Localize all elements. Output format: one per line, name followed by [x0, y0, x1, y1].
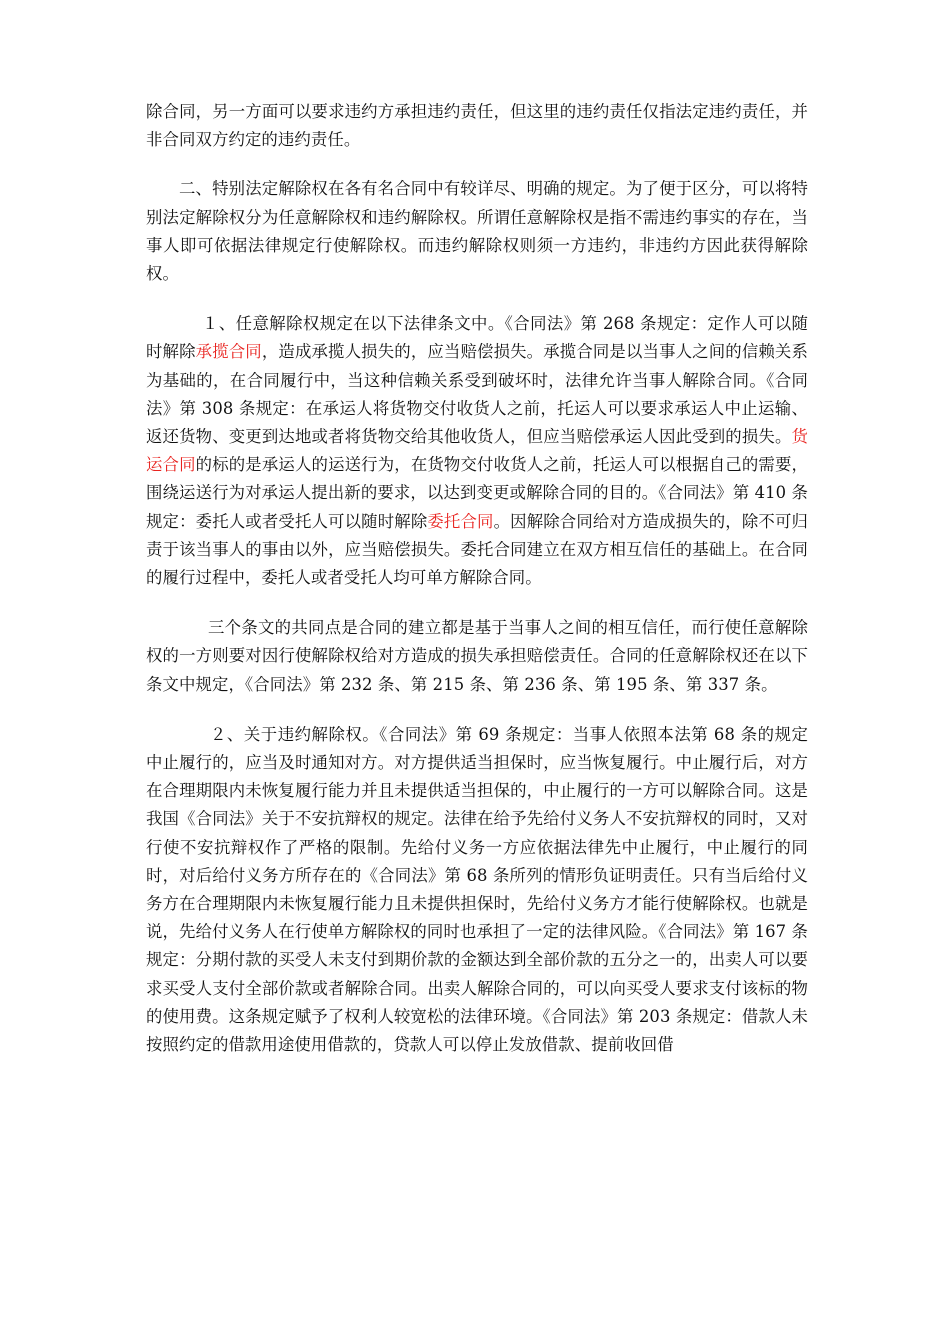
document-body [146, 98, 808, 1081]
paragraph-text-segment: ，造成承揽人损失的，应当赔偿损失。承揽合同是以当事人之间的信赖关系为基础的，在合同履行中，当这种信赖关系受到破坏时，法律允许当事人解除合同。《合同法》第 308 条规定：在承运人将货物交付收货人之前，托运人可以要求承运人中止运输、返还货物、变更到达地或者将货物交给其他收货人，但应当赔偿承运人因此受到的损失。 [146, 342, 808, 447]
paragraph-continuation: 除合同，另一方面可以要求违约方承担违约责任，但这里的违约责任仅指法定违约责任，并非合同双方约定的违约责任。 [146, 102, 808, 150]
paragraph-discretionary-rescission [146, 310, 808, 592]
link-freight-contract[interactable]: 货运合同 [146, 427, 808, 475]
link-contracting-contract[interactable]: 承揽合同 [195, 342, 262, 362]
paragraph-breach-rescission: ２、关于违约解除权。《合同法》第 69 条规定：当事人依照本法第 68 条的规定中止履行的，应当及时通知对方。对方提供适当担保时，应当恢复履行。中止履行后，对方在合理期限内未恢复履行能力并且未提供适当担保的，中止履行的一方可以解除合同。这是我国《合同法》关于不安抗辩权的规定。法律在给予先给付义务人不安抗辩权的同时，又对行使不安抗辩权作了严格的限制。先给付义务一方应依据法律先中止履行，中止履行的同时，对后给付义务方所存在的《合同法》第 68 条所列的情形负证明责任。只有当后给付义务方在合理期限内未恢复履行能力且未提供担保时，先给付义务方才能行使解除权。也就是说，先给付义务人在行使单方解除权的同时也承担了一定的法律风险。《合同法》第 167 条规定：分期付款的买受人未支付到期价款的金额达到全部价款的五分之一的，出卖人可以要求买受人支付全部价款或者解除合同。出卖人解除合同的，可以向买受人要求支付该标的物的使用费。这条规定赋予了权利人较宽松的法律环境。《合同法》第 203 条规定：借款人未按照约定的借款用途使用借款的，贷款人可以停止发放借款、提前收回借 [146, 724, 808, 1055]
link-entrustment-contract[interactable]: 委托合同 [427, 511, 494, 531]
paragraph-common-points: 三个条文的共同点是合同的建立都是基于当事人之间的相互信任，而行使任意解除权的一方则要对因行使解除权给对方造成的损失承担赔偿责任。合同的任意解除权还在以下条文中规定，《合同法》第 232 条、第 215 条、第 236 条、第 195 条、第 337 条。 [146, 618, 808, 694]
paragraph-text-segment: １、任意解除权规定在以下法律条文中。《合同法》第 268 条规定：定作人可以随时解除 [146, 314, 808, 362]
paragraph-special-statutory-rescission: 二、特别法定解除权在各有名合同中有较详尽、明确的规定。为了便于区分，可以将特别法定解除权分为任意解除权和违约解除权。所谓任意解除权是指不需违约事实的存在，当事人即可依据法律规定行使解除权。而违约解除权则须一方违约，非违约方因此获得解除权。 [146, 179, 808, 284]
paragraph-text-segment: 的标的是承运人的运送行为，在货物交付收货人之前，托运人可以根据自己的需要，围绕运送行为对承运人提出新的要求，以达到变更或解除合同的目的。《合同法》第 410 条规定：委托人或者受托人可以随时解除 [146, 455, 808, 531]
paragraph-text-segment: 。因解除合同给对方造成损失的，除不可归责于该当事人的事由以外，应当赔偿损失。委托合同建立在双方相互信任的基础上。在合同的履行过程中，委托人或者受托人均可单方解除合同。 [146, 511, 809, 588]
